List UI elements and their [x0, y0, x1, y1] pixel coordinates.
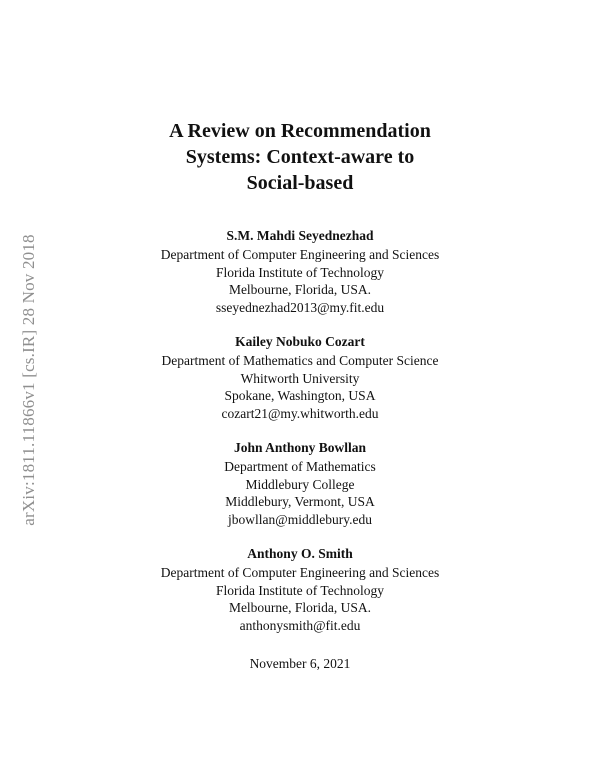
author-institution: Whitworth University [240, 370, 360, 386]
author-location: Spokane, Washington, USA [224, 388, 376, 403]
author-department: Department of Mathematics and Computer Science [161, 353, 439, 368]
author-department: Department of Computer Engineering and Sciences [160, 247, 440, 262]
author-block-2 [110, 333, 490, 422]
arxiv-identifier: arXiv:1811.11866v1 [cs.IR] 28 Nov 2018 [19, 234, 38, 526]
author-location: Middlebury, Vermont, USA [225, 494, 375, 509]
author-location: Melbourne, Florida, USA. [228, 282, 372, 297]
paper-title-line-3: Social-based [246, 172, 354, 194]
paper-date: November 6, 2021 [249, 656, 351, 671]
paper-title-line-2: Systems: Context-aware to [185, 146, 415, 168]
author-email: jbowllan@middlebury.edu [228, 511, 372, 527]
author-name: S.M. Mahdi Seyednezhad [226, 228, 374, 243]
author-department: Department of Computer Engineering and Sciences [160, 565, 440, 580]
author-institution: Florida Institute of Technology [216, 264, 384, 280]
author-institution: Middlebury College [245, 476, 355, 492]
author-email: sseyednezhad2013@my.fit.edu [215, 299, 385, 315]
paper-title-page [110, 118, 490, 673]
author-name: Anthony O. Smith [247, 546, 353, 561]
author-block-1 [110, 227, 490, 316]
author-location: Melbourne, Florida, USA. [228, 600, 372, 615]
author-name: John Anthony Bowllan [233, 440, 367, 455]
author-email: cozart21@my.whitworth.edu [221, 405, 379, 421]
author-email: anthonysmith@fit.edu [239, 617, 361, 633]
author-name: Kailey Nobuko Cozart [235, 334, 365, 349]
author-institution: Florida Institute of Technology [216, 582, 384, 598]
paper-title [110, 118, 490, 196]
author-department: Department of Mathematics [224, 459, 376, 474]
author-block-3 [110, 439, 490, 528]
paper-title-line-1: A Review on Recommendation [169, 120, 431, 142]
author-block-4 [110, 545, 490, 634]
